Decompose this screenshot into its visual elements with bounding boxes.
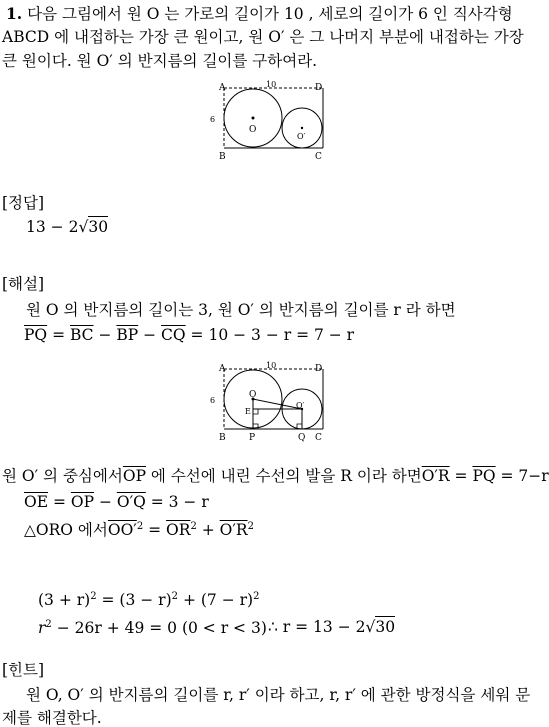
solution-conclusion [268,620,395,636]
label-o-prime: O′ [296,401,305,410]
segment-o-prime-r: O′R [219,521,248,539]
text: = (3 − r) [96,591,172,609]
figure-1-rectangle-circles [205,78,335,168]
equals-sign: = [449,467,473,485]
label-o: O [249,390,257,400]
equation-rest: = 10 − 3 − r = 7 − r [185,326,355,344]
label-p: P [249,433,256,443]
segment-oe: $\overline{OE}$ [24,493,49,511]
exponent: 2 [136,521,144,532]
segment-o-prime-q: O′Q [116,493,146,511]
minus-sign: − [94,493,117,511]
sqrt-sign: √ [365,618,376,636]
text: 에 수선에 내린 수선의 발을 R 이라 하면 [146,467,422,485]
label-d: D [315,364,323,374]
label-width: 10 [266,361,277,370]
text: − 26r + 49 = 0 (0 < r < 3) [51,619,267,637]
text: (3 + r) [38,591,91,609]
text: ∴ r = 13 − 2 [268,618,366,636]
equals-sign: = [47,326,70,344]
exponent: 2 [253,591,260,602]
segment-or: $\overline{OR}$ [166,521,191,539]
text: + (7 − r) [178,591,254,609]
label-c: C [315,152,322,162]
exponent: 2 [190,521,197,532]
label-e: E [245,407,251,416]
text: 원 O′ 의 중심에서 [2,467,123,485]
equals-sign: = [143,521,167,539]
equals-sign: = [48,493,71,511]
segment-o-prime-r: O′R [421,467,450,485]
answer-heading: [정답] [2,194,45,212]
label-b: B [219,433,226,443]
label-a: A [219,83,226,93]
answer-value [26,220,108,236]
segment-op: $\overline{OP}$ [122,467,146,485]
solution-equation-1 [24,328,354,344]
label-height: 6 [210,396,216,405]
segment-pq: $\overline{PQ}$ [24,326,48,344]
problem-line-3: 큰 원이다. 원 O′ 의 반지름의 길이를 구하여라. [2,52,318,70]
exponent: 2 [247,521,254,532]
segment-oo-prime: OO′ [107,521,137,539]
text: △ORO 에서 [24,521,108,539]
text: r [38,619,46,637]
minus-sign: − [93,326,117,344]
label-q: Q [298,433,306,443]
label-width: 10 [266,80,277,89]
exponent: 2 [90,591,97,602]
solution-line-3 [2,469,549,485]
segment-op: $\overline{OP}$ [70,493,95,511]
sqrt-sign: √ [78,218,89,236]
solution-heading: [해설] [2,275,45,293]
radicand: 30 [375,618,396,636]
problem-line-1 [6,6,513,23]
exponent: 2 [45,619,52,630]
hint-line-1: 원 O, O′ 의 반지름의 길이를 r, r′ 이라 하고, r, r′ 에 관한 방정식을 세워 문 [26,686,531,704]
segment-pq: $\overline{PQ}$ [472,467,496,485]
minus-sign: − [138,326,162,344]
text: = 3 − r [145,493,209,511]
answer-radicand: 30 [88,218,109,236]
solution-line-7 [38,620,267,637]
problem-text-1: 다음 그림에서 원 O 는 가로의 길이가 10 , 세로의 길이가 6 인 직사각형 [27,5,513,23]
segment-bc: $\overline{BC}$ [69,326,94,344]
label-o: O [249,125,257,135]
solution-line-6 [38,592,259,609]
answer-prefix: 13 − 2 [26,218,79,236]
solution-line-5 [24,522,254,539]
solution-line-1: 원 O 의 반지름의 길이는 3, 원 O′ 의 반지름의 길이를 r 라 하면 [26,301,456,319]
label-c: C [315,433,322,443]
plus-sign: + [196,521,220,539]
label-b: B [219,152,226,162]
label-height: 6 [210,115,216,124]
label-o-prime: O′ [297,132,306,141]
text: = 7−r [495,467,549,485]
label-d: D [315,83,323,93]
figure-2-construction [205,358,335,450]
problem-number: 1. [6,4,23,23]
label-a: A [219,364,226,374]
solution-line-4 [24,495,209,511]
segment-cq: $\overline{CQ}$ [161,326,186,344]
segment-bp: $\overline{BP}$ [116,326,139,344]
exponent: 2 [171,591,179,602]
problem-line-2: ABCD 에 내접하는 가장 큰 원이고, 원 O′ 은 그 나머지 부분에 내접하는 가장 [2,28,524,46]
hint-line-2: 제를 해결한다. [2,709,102,727]
hint-heading: [힌트] [2,661,45,679]
